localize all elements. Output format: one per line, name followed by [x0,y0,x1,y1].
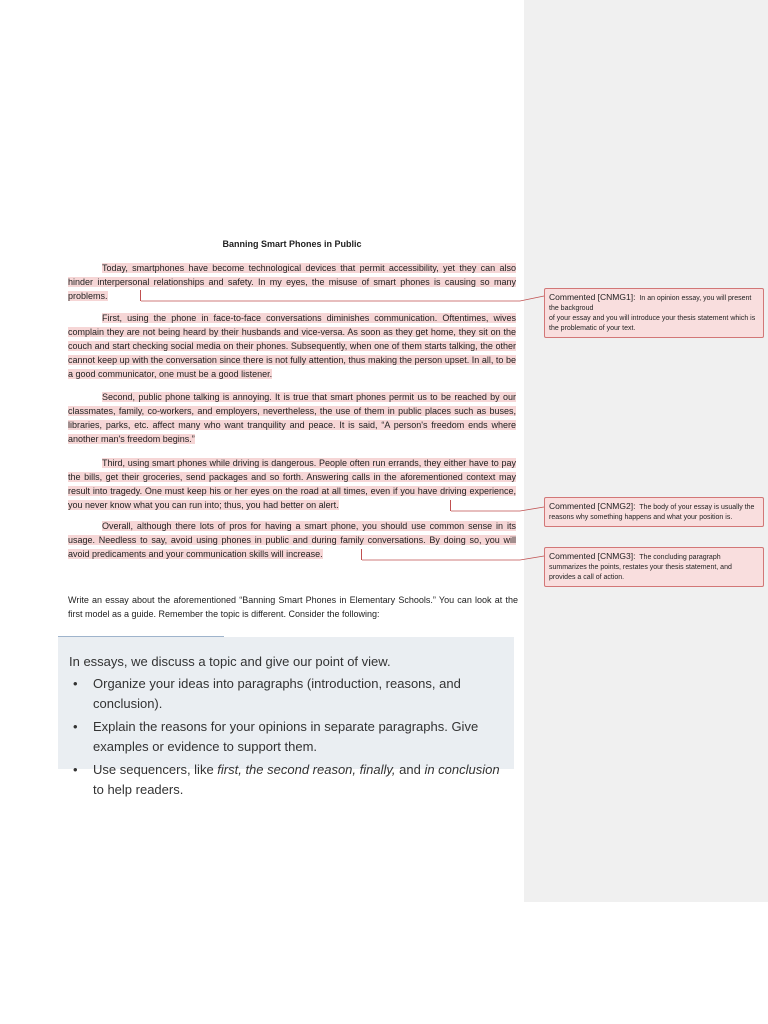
paragraph-highlight: Second, public phone talking is annoying. It is true that smart phones permit us to be reached by our classmates, family, co-workers, and employers, nevertheless, the use of them in public places such as buses, libraries, parks, etc. affect many who want tranquility and peace. It is said, “A person's freedom ends where another man's freedom begins.” [68,392,516,444]
connector-line-2 [451,507,544,511]
comment-header: Commented [CNMG1]: [549,292,636,302]
tip-italic: in conclusion [424,762,500,777]
essay-tips-box [58,637,514,797]
tip-text: to help readers. [93,782,184,797]
comment-text: In an opinion essay, you will present the backgroud [549,295,752,312]
paragraph-highlight: Today, smartphones have become technological devices that permit accessibility, yet they can also hinder interpersonal relationships and safety. In my eyes, the misuse of smart phones is causing so many problems. [68,263,516,301]
comment-header: Commented [CNMG2]: [549,501,636,511]
tip-item: • Organize your ideas into paragraphs (introduction, reasons, and conclusion). [85,674,514,714]
tips-list [69,674,514,800]
connector-line-1 [141,296,544,301]
connector-line-3 [362,556,544,560]
tip-italic: first, the second reason, finally, [217,762,396,777]
comment-cnmg3[interactable] [544,547,764,587]
tip-text: and [395,762,425,777]
comment-cnmg2[interactable] [544,497,764,527]
tip-item [85,760,514,800]
assignment-instructions: Write an essay about the aforementioned “Banning Smart Phones in Elementary Schools.” You can look at the first model as a guide. Remember the topic is different. Consider the following: [68,595,518,619]
tip-item: • Explain the reasons for your opinions in separate paragraphs. Give examples or evidence to support them. [85,717,514,757]
tips-lead: In essays, we discuss a topic and give our point of view. [69,654,391,669]
paragraph-highlight: Overall, although there lots of pros for having a smart phone, you should use common sense in its usage. Needless to say, avoid using phones in public and during family conversations. By doing so, you will avoid predicaments and your communication skills will increase. [68,521,516,559]
comment-text: of your essay and you will introduce your thesis statement which is the problematic of your text. [549,315,756,332]
tip-text: Use sequencers, like [93,762,218,777]
comment-text: The body of your essay is usually the reasons why something happens and what your position is. [549,504,755,521]
comment-header: Commented [CNMG3]: [549,551,636,561]
comment-text: The concluding paragraph summarizes the points, restates your thesis statement, and provides a call of action. [549,554,732,581]
paragraph-highlight: First, using the phone in face-to-face conversations diminishes communication. Oftentimes, wives complain they are not being heard by their husbands and vice-versa. As soon as they get home, they sit on the couch and start checking social media on their phones. Subsequently, when one of them starts talking, the other cannot keep up with the conversation since there is not fully attention, thus making the person upset. In all, to be a good communicator, one must be a good listener. [68,313,516,379]
essay-title: Banning Smart Phones in Public [222,239,362,249]
comment-cnmg1[interactable] [544,288,764,338]
paragraph-highlight: Third, using smart phones while driving is dangerous. People often run errands, they either have to pay the bills, get their groceries, send packages and so forth. Answering calls in the aforementioned context may result into tragedy. One must keep his or her eyes on the road at all times, even if you have driving experience, you never know what you can run into; thus, you had better on alert. [68,458,516,510]
